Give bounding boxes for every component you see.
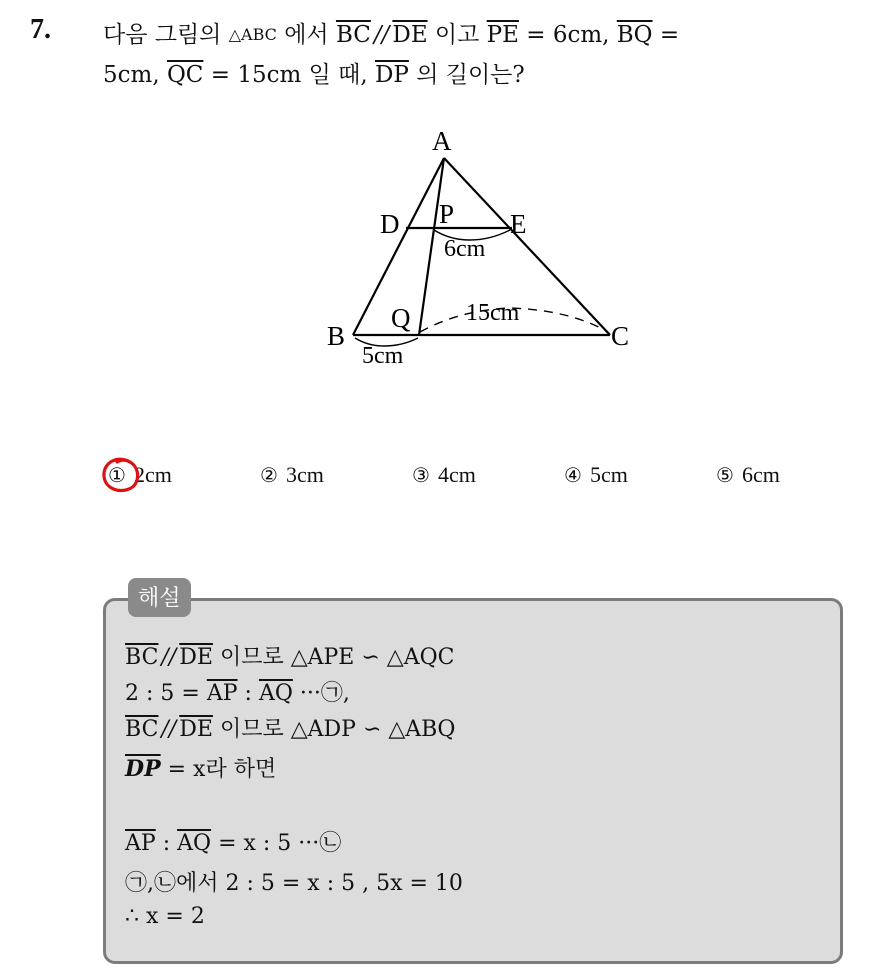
- solution-line-2: [125, 676, 350, 707]
- question-text: 의 길이는?: [416, 62, 525, 88]
- segment-aq: $\overline{AQ}$: [258, 681, 293, 706]
- label-a: A: [432, 126, 452, 156]
- question-number: 7.: [30, 14, 51, 45]
- segment-bc: $\overline{BC}$: [335, 22, 371, 48]
- label-d: D: [380, 209, 400, 239]
- segment-dp: $\overline{DP}$: [374, 62, 409, 88]
- parallel-symbol: //: [373, 22, 390, 48]
- solution-text: :: [162, 831, 171, 856]
- segment-ap: $\overline{AP}$: [206, 681, 238, 706]
- choice-number: ⑤: [716, 463, 734, 487]
- choice-number: ③: [412, 463, 430, 487]
- question-text: 다음 그림의: [103, 22, 222, 48]
- solution-line-6: ㉠,㉡에서 2 : 5 = x : 5 , 5x = 10: [125, 871, 463, 896]
- solution-line-7: ∴ x = 2: [125, 904, 205, 929]
- segment-de: $\overline{DE}$: [392, 22, 428, 48]
- solution-line-3: [125, 712, 455, 743]
- solution-text: 2 : 5 =: [125, 681, 200, 706]
- segment-pe: $\overline{PE}$: [486, 22, 519, 48]
- answer-choices: [108, 462, 828, 502]
- question-line-2: [103, 56, 525, 89]
- solution-text: = x라 하면: [167, 757, 277, 782]
- segment-bc: $\overline{BC}$: [125, 645, 159, 670]
- label-q: Q: [391, 303, 411, 333]
- solution-line-4: [125, 752, 276, 783]
- choice-5[interactable]: [716, 462, 780, 488]
- choice-2[interactable]: [260, 462, 324, 488]
- triangle-figure: [320, 120, 650, 380]
- segment-ap: $\overline{AP}$: [125, 831, 156, 856]
- solution-line-5: [125, 826, 341, 857]
- choice-text: 3cm: [285, 462, 324, 487]
- solution-text: = x : 5 ···㉡: [218, 831, 342, 856]
- segment-aq: $\overline{AQ}$: [177, 831, 212, 856]
- question-line-1: [103, 16, 679, 49]
- segment-bc: $\overline{BC}$: [125, 717, 159, 742]
- choice-text: 6cm: [741, 462, 780, 487]
- choice-number: ④: [564, 463, 582, 487]
- solution-text: 이므로 △ADP ∽ △ABQ: [219, 717, 456, 742]
- solution-text: :: [244, 681, 252, 706]
- choice-number: ②: [260, 463, 278, 487]
- choice-text: 5cm: [589, 462, 628, 487]
- question-value: =: [659, 22, 680, 48]
- question-value: 5cm,: [103, 62, 160, 88]
- segment-de: $\overline{DE}$: [179, 717, 213, 742]
- label-c: C: [611, 321, 630, 351]
- choice-3[interactable]: [412, 462, 476, 488]
- segment-dp: $\overline{DP}$: [125, 756, 161, 782]
- question-text: 에서: [284, 22, 329, 48]
- label-p: P: [439, 199, 455, 229]
- label-b: B: [327, 321, 346, 351]
- choice-text: 2cm: [133, 462, 172, 487]
- choice-number: ①: [108, 463, 126, 487]
- label-e: E: [510, 209, 527, 239]
- choice-4[interactable]: [564, 462, 628, 488]
- segment-qc: $\overline{QC}$: [166, 62, 204, 88]
- choice-1[interactable]: [108, 462, 172, 488]
- question-text: = 15cm 일 때,: [210, 62, 368, 88]
- length-pe: 6cm: [444, 236, 486, 262]
- solution-line-1: [125, 640, 454, 671]
- parallel-symbol: //: [161, 717, 177, 742]
- length-bq: 5cm: [362, 343, 404, 369]
- solution-text: ···㉠,: [299, 681, 350, 706]
- triangle-abc: △ABC: [228, 25, 277, 44]
- choice-text: 4cm: [437, 462, 476, 487]
- segment-bq: $\overline{BQ}$: [616, 22, 653, 48]
- question-value: = 6cm,: [526, 22, 610, 48]
- solution-tag: 해설: [128, 578, 191, 617]
- segment-de: $\overline{DE}$: [179, 645, 213, 670]
- length-qc: 15cm: [466, 300, 520, 326]
- solution-text: 이므로 △APE ∽ △AQC: [219, 645, 455, 670]
- selected-circle-mark: [100, 456, 144, 496]
- parallel-symbol: //: [161, 645, 177, 670]
- question-text: 이고: [434, 22, 480, 48]
